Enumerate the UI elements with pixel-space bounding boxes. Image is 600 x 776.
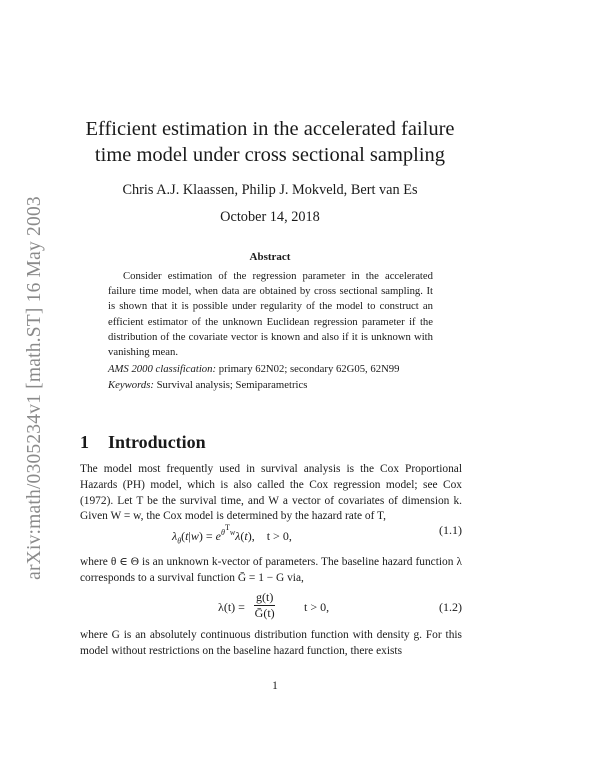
equation-1-2-numerator: g(t): [256, 590, 274, 604]
abstract-body: [108, 269, 433, 360]
section-heading: [80, 432, 206, 453]
paper-title: [60, 116, 480, 168]
intro-paragraph-2: where θ ∈ Θ is an unknown k-vector of parameters. The baseline hazard function λ corresponds to a survival function Ḡ = 1 − G via,: [80, 556, 462, 584]
equation-1-2-fraction: [254, 590, 275, 621]
equation-1-1-number: (1.1): [439, 523, 462, 537]
intro-paragraph-1: The model most frequently used in survival analysis is the Cox Proportional Hazards (PH) model, which is also called the Cox regression model; see Cox (1972). Let T be the survival time, and W a vector of covariates of dimension k. Given W = w, the Cox model is determined by the hazard rate of T,: [80, 463, 462, 523]
equation-1-2-condition: t > 0,: [304, 600, 330, 614]
page-number: 1: [272, 680, 278, 692]
equation-1-2-number: (1.2): [439, 600, 462, 614]
msc-classification: [108, 362, 468, 377]
title-line-2: time model under cross sectional sampling: [94, 144, 446, 166]
title-line-1: Efficient estimation in the accelerated failure: [85, 118, 455, 140]
msc-label: AMS 2000 classification:: [108, 363, 217, 375]
arxiv-id-text: arXiv:math/0305234v1 [math.ST] 16 May 2003: [24, 196, 45, 580]
abstract-heading: Abstract: [249, 251, 291, 263]
section-title: Introduction: [108, 432, 206, 452]
intro-paragraph-3: where G is an absolutely continuous distribution function with density g. For this model without restrictions on the baseline hazard function, there exists: [80, 629, 462, 657]
msc-value: primary 62N02; secondary 62G05, 62N99: [218, 363, 400, 375]
paper-date: October 14, 2018: [220, 209, 320, 225]
authors: Chris A.J. Klaassen, Philip J. Mokveld, Bert van Es: [122, 182, 418, 198]
abstract-text: Consider estimation of the regression parameter in the accelerated failure time model, when data are obtained by cross sectional sampling. It is shown that it is possible under regularity of the model to construct an efficient estimator of the unknown Euclidean regression parameter if the distribution of the covariate vector is known and also if it is unknown with vanishing mean.: [108, 270, 433, 359]
equation-1-1-body: $\lambda_\theta(t|w) = e^{\theta^Tw}\lambda(t)$, t > 0,: [172, 523, 292, 546]
equation-1-2-lhs: λ(t) =: [218, 600, 245, 614]
arxiv-identifier-sidebar: [20, 158, 50, 618]
equation-1-2: [80, 590, 462, 626]
keywords: [108, 378, 468, 393]
section-number: 1: [80, 432, 89, 452]
keywords-value: Survival analysis; Semiparametrics: [156, 379, 308, 391]
keywords-label: Keywords:: [108, 379, 154, 391]
equation-1-2-denominator: Ḡ(t): [254, 606, 275, 620]
equation-1-1-condition: t > 0,: [266, 529, 292, 543]
